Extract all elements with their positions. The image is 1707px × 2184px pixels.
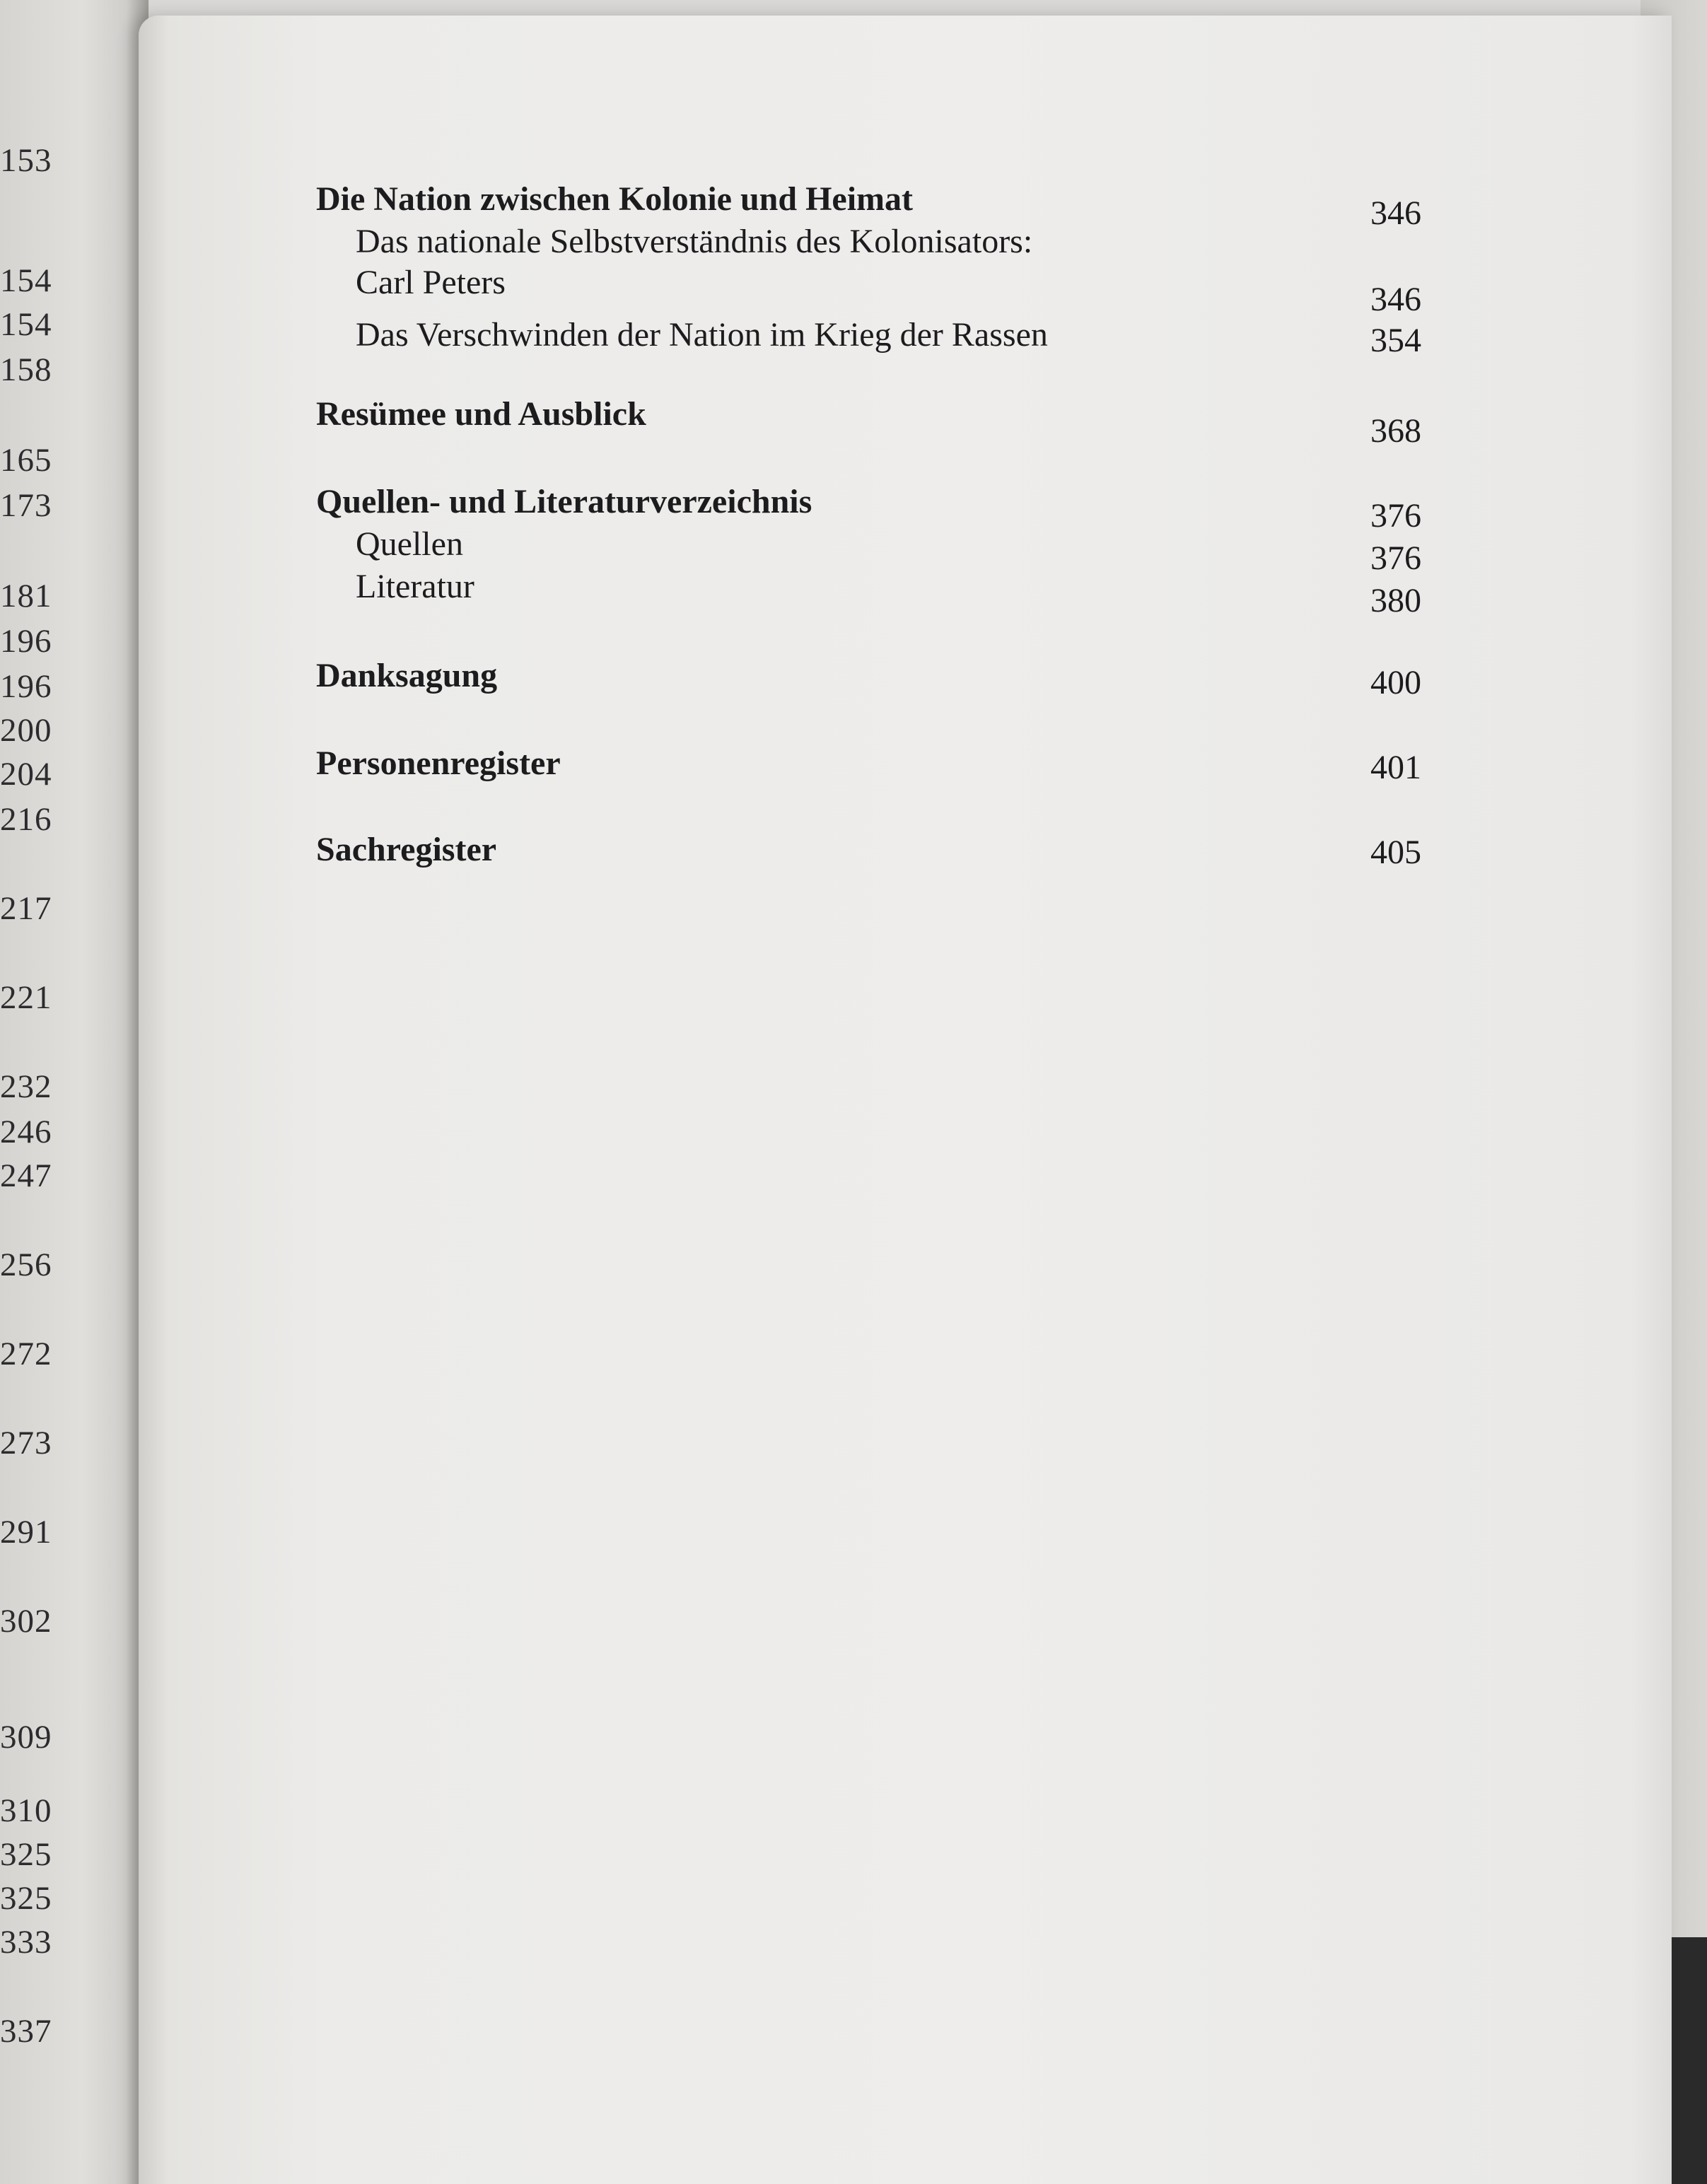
toc-title: Danksagung [316,657,498,694]
toc-title: Das nationale Selbstverständnis des Kolonisators: [356,223,1033,260]
left-page-number: 153 [0,142,52,179]
left-page-number: 325 [0,1880,52,1917]
left-page-number: 310 [0,1792,52,1829]
left-page-number: 232 [0,1068,52,1105]
toc-title: Personenregister [316,744,561,782]
toc-title: Carl Peters [356,264,506,301]
left-page-number: 272 [0,1336,52,1372]
left-page-number: 337 [0,2013,52,2050]
toc-page-number: 376 [1370,497,1421,535]
toc-page-number: 376 [1370,539,1421,577]
left-page-number: 247 [0,1157,52,1194]
toc-page-number: 401 [1370,749,1421,786]
left-page-number: 216 [0,801,52,838]
toc-title: Literatur [356,568,474,605]
left-page-number: 196 [0,623,52,660]
left-page-number: 256 [0,1246,52,1283]
toc-page-number: 380 [1370,582,1421,619]
left-page-number: 181 [0,578,52,614]
toc-page-number: 346 [1370,194,1421,232]
left-page-number: 221 [0,979,52,1016]
left-page-number: 158 [0,351,52,388]
toc-page-number: 346 [1370,281,1421,318]
left-page-number: 309 [0,1719,52,1756]
toc-page-number: 354 [1370,322,1421,359]
left-page-edge [0,0,148,2184]
toc-title: Sachregister [316,831,497,868]
left-page-number: 291 [0,1514,52,1551]
toc-title: Die Nation zwischen Kolonie und Heimat [316,180,914,218]
left-page-number: 165 [0,442,52,479]
left-page-number: 200 [0,712,52,749]
left-page-number: 246 [0,1114,52,1150]
toc-page-number: 368 [1370,412,1421,450]
left-page-number: 302 [0,1603,52,1640]
toc-page-number: 405 [1370,834,1421,871]
left-page-number: 217 [0,890,52,927]
left-page-number: 173 [0,487,52,524]
toc-title: Resümee und Ausblick [316,395,646,433]
toc-title: Das Verschwinden der Nation im Krieg der Rassen [356,316,1048,354]
left-page-number: 154 [0,262,52,299]
left-page-number: 204 [0,756,52,793]
toc-title: Quellen [356,525,463,563]
left-page-number: 333 [0,1924,52,1961]
left-page-number: 196 [0,668,52,705]
left-page-number: 273 [0,1425,52,1461]
page-shading [1629,16,1672,2184]
left-page-number: 325 [0,1836,52,1873]
toc-page-number: 400 [1370,664,1421,701]
left-page-number: 154 [0,306,52,343]
toc-title: Quellen- und Literaturverzeichnis [316,483,812,520]
